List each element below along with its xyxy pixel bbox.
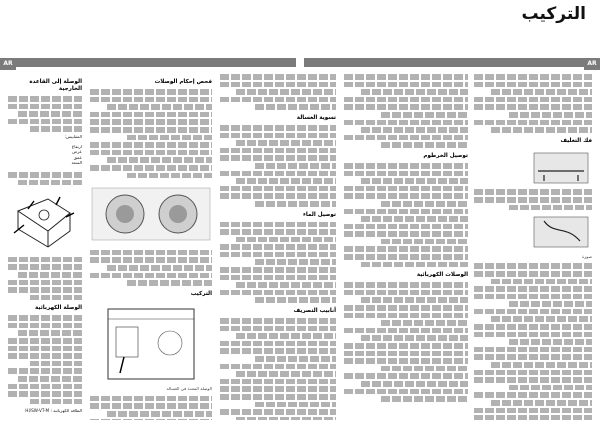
parts-illustration-icon <box>90 186 212 242</box>
dimensions-label: المقاييس: <box>64 133 82 139</box>
hose-illustration-icon <box>474 215 592 249</box>
column-1 <box>8 74 82 420</box>
level-illustration-icon <box>474 151 592 185</box>
heading-level: تسوية الغسالة <box>296 114 336 121</box>
language-tab-left: AR <box>0 58 16 70</box>
heading-electric: الوصلة الكهربائية <box>35 305 82 312</box>
dimension-item: السعة <box>71 160 82 166</box>
machine-sketch-icon <box>8 191 82 251</box>
heading-connect: توصيل الماء <box>303 211 336 218</box>
caption-top: صورة <box>582 253 592 259</box>
column-2 <box>90 74 212 420</box>
language-tab-right: AR <box>584 58 600 70</box>
column-3 <box>220 74 336 420</box>
heading-check: فحص إحكام الوصلات <box>154 79 212 85</box>
cap-label: الوصلة المعدة في الغسالة <box>166 386 212 392</box>
column-4 <box>344 74 468 420</box>
heading-valve: الوصلة إلى القاعدة الخارجية <box>29 79 82 92</box>
dimensions-list <box>8 144 82 166</box>
heading-install: التركيب <box>190 290 212 297</box>
header-band-right <box>304 58 600 67</box>
machine-back-icon <box>90 303 212 383</box>
heading-power: الوصلات الكهربائية <box>416 272 468 279</box>
dimension-item: عمق <box>73 154 82 160</box>
page-title: التركيب <box>521 4 586 24</box>
heading-unpack: فك التغليف <box>560 137 592 144</box>
header-band-left <box>0 58 296 67</box>
dimension-item: عرض <box>72 149 82 155</box>
footer-line: الطاقة الكهربائية ؛ HI/SW-VT-M <box>25 408 82 414</box>
heading-drain: أنابيب التصريف <box>293 308 336 315</box>
dimension-item: ارتفاع <box>71 143 82 149</box>
heading-water: توصيل الخرطوم <box>423 152 468 159</box>
column-5 <box>474 74 592 420</box>
